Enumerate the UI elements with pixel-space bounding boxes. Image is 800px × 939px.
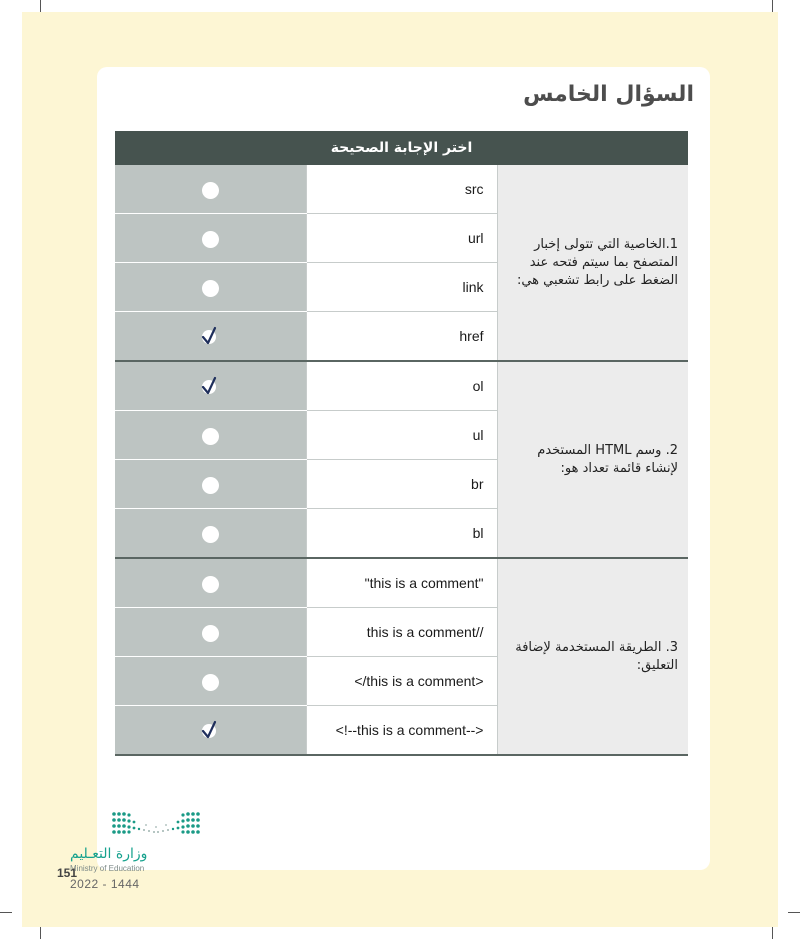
edition-year: 2022 - 1444 [70,877,140,891]
option-select-cell[interactable] [115,165,306,214]
quiz-table [115,131,688,756]
option-label: ul [306,411,497,460]
crop-mark [788,912,800,913]
option-row [115,558,688,608]
question-text: 2. وسم HTML المستخدم لإنشاء قائمة تعداد هو: [497,361,688,558]
option-select-cell[interactable] [115,558,306,608]
option-row [115,361,688,411]
option-label: <!--this is a comment--> [306,706,497,756]
option-label: url [306,214,497,263]
option-label: href [306,312,497,362]
option-select-cell[interactable] [115,361,306,411]
radio-button[interactable] [202,182,219,199]
option-label: src [306,165,497,214]
radio-button[interactable] [202,576,219,593]
page-title: السؤال الخامس [523,82,694,107]
option-select-cell[interactable] [115,657,306,706]
question-text: 1.الخاصية التي تتولى إخبار المتصفح بما سيتم فتحه عند الضغط على رابط تشعبي هي: [497,165,688,361]
option-select-cell[interactable] [115,608,306,657]
radio-button[interactable] [202,674,219,691]
option-label: br [306,460,497,509]
crop-mark [772,0,773,12]
option-label: link [306,263,497,312]
option-label: </this is a comment> [306,657,497,706]
crop-mark [772,927,773,939]
checkmark-icon[interactable] [200,720,220,740]
checkmark-icon[interactable] [200,376,220,396]
option-label: bl [306,509,497,559]
question-text: 3. الطريقة المستخدمة لإضافة التعليق: [497,558,688,755]
option-label: "this is a comment" [306,558,497,608]
option-select-cell[interactable] [115,411,306,460]
crop-mark [40,927,41,939]
radio-button[interactable] [202,526,219,543]
option-row [115,165,688,214]
page-number: 151 [57,866,78,880]
quiz-body [115,165,688,755]
table-header: اختر الإجابة الصحيحة [115,131,688,165]
option-label: this is a comment// [306,608,497,657]
option-select-cell[interactable] [115,214,306,263]
option-select-cell[interactable] [115,312,306,362]
radio-button[interactable] [202,231,219,248]
option-select-cell[interactable] [115,706,306,756]
checkmark-icon[interactable] [200,326,220,346]
radio-button[interactable] [202,625,219,642]
crop-mark [40,0,41,12]
option-select-cell[interactable] [115,263,306,312]
option-label: ol [306,361,497,411]
radio-button[interactable] [202,428,219,445]
ministry-logo-icon [110,810,202,838]
option-select-cell[interactable] [115,509,306,559]
radio-button[interactable] [202,280,219,297]
ministry-name-english: Ministry of Education [70,864,145,873]
option-select-cell[interactable] [115,460,306,509]
crop-mark [0,912,12,913]
ministry-name-arabic: وزارة التعـليم [70,846,148,862]
radio-button[interactable] [202,477,219,494]
